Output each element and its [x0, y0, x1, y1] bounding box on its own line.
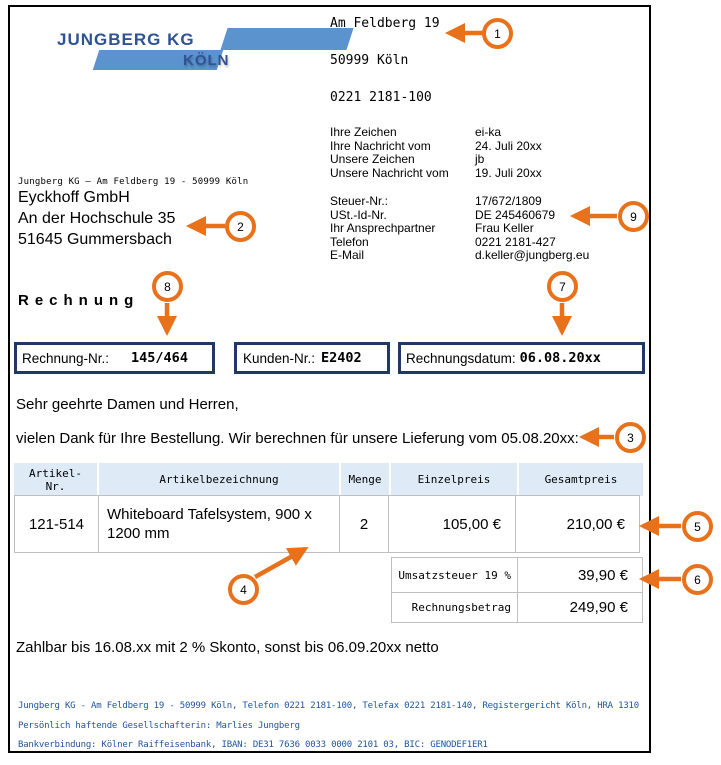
callout-2: 2 [225, 211, 256, 242]
footer-block [18, 697, 639, 756]
customer-number-value: E2402 [321, 350, 362, 366]
summary-table [391, 557, 643, 623]
intro-sentence: vielen Dank für Ihre Bestellung. Wir berechnen für unsere Lieferung vom 05.08.20xx: [16, 430, 579, 447]
col-header-artikelbezeichnung: Artikelbezeichnung [99, 463, 339, 496]
ref-value: ei-ka [475, 125, 502, 139]
detail-row [330, 236, 589, 250]
sender-city: 50999 Köln [330, 53, 409, 68]
callout-5: 5 [682, 511, 713, 542]
callout-1: 1 [482, 18, 513, 49]
ref-value: 19. Juli 20xx [475, 165, 542, 180]
col-header-menge: Menge [341, 463, 389, 496]
detail-label: Ihr Ansprechpartner [330, 221, 436, 236]
invoice-number-box [14, 342, 215, 374]
invoice-date-label: Rechnungsdatum: [406, 350, 516, 366]
detail-row [330, 249, 589, 263]
logo-city: KÖLN [183, 52, 230, 69]
col-header-einzelpreis: Einzelpreis [391, 463, 517, 496]
customer-number-label: Kunden-Nr.: [243, 350, 316, 366]
detail-value: 17/672/1809 [475, 194, 542, 208]
sender-street: Am Feldberg 19 [330, 16, 440, 31]
ref-label: Ihre Zeichen [330, 125, 397, 139]
detail-label: Steuer-Nr.: [330, 194, 389, 208]
recipient-street: An der Hochschule 35 [18, 210, 176, 227]
ref-label: Ihre Nachricht vom [330, 138, 431, 153]
ref-row [330, 140, 542, 154]
col-header-artikel-nr: Artikel- Nr. [14, 463, 97, 496]
sender-phone: 0221 2181-100 [330, 90, 432, 105]
tax-label: Umsatzsteuer 19 % [391, 557, 518, 593]
detail-label: E-Mail [330, 248, 365, 263]
item-gesamtpreis: 210,00 € [515, 495, 640, 553]
callout-6: 6 [682, 564, 713, 595]
detail-row [330, 222, 589, 236]
sender-contact-block [330, 15, 440, 108]
detail-label: USt.-Id-Nr. [330, 207, 387, 222]
callout-9: 9 [618, 201, 649, 232]
total-value: 249,90 € [517, 592, 643, 623]
detail-value: Frau Keller [475, 221, 534, 236]
total-label: Rechnungsbetrag [391, 592, 518, 623]
items-table-header [14, 463, 643, 496]
detail-row [330, 195, 589, 209]
detail-value-ust-id: DE 245460679 [475, 207, 556, 222]
item-menge: 2 [339, 495, 389, 553]
footer-owner-line: Persönlich haftende Gesellschafterin: Marlies Jungberg [18, 720, 300, 731]
detail-value: d.keller@jungberg.eu [475, 248, 590, 263]
callout-8: 8 [152, 271, 183, 302]
recipient-name: Eyckhoff GmbH [18, 189, 130, 206]
customer-number-box [234, 342, 390, 374]
item-bezeichnung: Whiteboard Tafelsystem, 900 x 1200 mm [98, 495, 340, 553]
callout-7: 7 [547, 271, 578, 302]
detail-value: 0221 2181-427 [475, 234, 556, 249]
footer-company-line: Jungberg KG - Am Feldberg 19 - 50999 Köln, Telefon 0221 2181-100, Telefax 0221 2181-140, Registergericht Köln, HRA 1310 [18, 701, 639, 711]
detail-label: Telefon [330, 234, 369, 249]
ref-label: Unsere Zeichen [330, 152, 415, 167]
detail-row [330, 209, 589, 223]
summary-row-total [391, 592, 643, 623]
ref-row [330, 167, 542, 181]
invoice-date-box [398, 342, 645, 374]
salutation: Sehr geehrte Damen und Herren, [16, 396, 239, 413]
logo-company-name: JUNGBERG KG [57, 30, 195, 49]
item-row [14, 495, 640, 553]
document-title: Rechnung [18, 292, 140, 309]
ref-row [330, 153, 542, 167]
details-block [330, 195, 589, 263]
invoice-date-value: 06.08.20xx [519, 350, 601, 366]
payment-terms: Zahlbar bis 16.08.xx mit 2 % Skonto, sonst bis 06.09.20xx netto [16, 639, 439, 656]
ref-label: Unsere Nachricht vom [330, 165, 449, 180]
ref-row [330, 126, 542, 140]
ref-value: 24. Juli 20xx [475, 138, 542, 153]
callout-4: 4 [228, 574, 259, 605]
summary-row-tax [391, 557, 643, 593]
company-logo [44, 24, 324, 76]
item-artikel-nr: 121-514 [14, 495, 99, 553]
invoice-number-value: 145/464 [131, 350, 188, 366]
callout-3: 3 [615, 422, 646, 453]
footer-bank-line: Bankverbindung: Kölner Raiffeisenbank, IBAN: DE31 7636 0033 0000 2101 03, BIC: GENODEF1ER1 [18, 740, 488, 750]
invoice-number-label: Rechnung-Nr.: [22, 350, 110, 366]
reference-block [330, 126, 542, 180]
col-header-gesamtpreis: Gesamtpreis [519, 463, 643, 496]
recipient-address [18, 187, 175, 250]
window-sender-line: Jungberg KG – Am Feldberg 19 - 50999 Köln [18, 177, 249, 187]
ref-value: jb [475, 152, 485, 167]
tax-value: 39,90 € [517, 557, 643, 593]
item-einzelpreis: 105,00 € [388, 495, 516, 553]
recipient-city: 51645 Gummersbach [18, 231, 172, 248]
